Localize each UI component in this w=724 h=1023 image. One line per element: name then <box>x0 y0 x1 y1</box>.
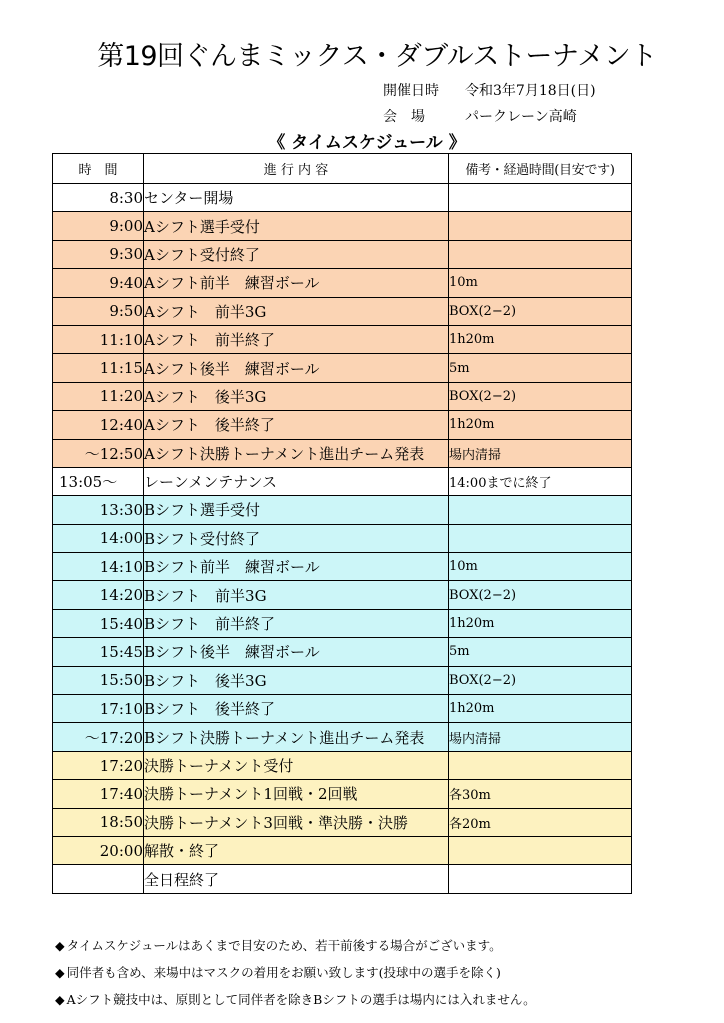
header-content: 進 行 内 容 <box>144 154 449 184</box>
content-cell: 決勝トーナメント受付 <box>144 751 449 779</box>
note-cell <box>449 184 632 212</box>
schedule-table <box>52 153 632 894</box>
table-row <box>53 240 632 268</box>
content-cell: 決勝トーナメント1回戦・2回戦 <box>144 780 449 808</box>
table-row <box>53 553 632 581</box>
table-row <box>53 212 632 240</box>
note-cell: BOX(2−2) <box>449 581 632 609</box>
table-row <box>53 467 632 495</box>
content-cell: Aシフト受付終了 <box>144 240 449 268</box>
note-cell: 場内清掃 <box>449 723 632 751</box>
header-note: 備考・経過時間(目安です) <box>449 154 632 184</box>
time-cell <box>53 865 144 893</box>
time-cell: 9:50 <box>53 297 144 325</box>
table-row <box>53 524 632 552</box>
footer-note-1 <box>55 936 502 954</box>
footer-note-3 <box>55 990 536 1008</box>
time-cell: 17:20 <box>53 751 144 779</box>
note-cell: 14:00までに終了 <box>449 467 632 495</box>
content-cell: Aシフト 前半3G <box>144 297 449 325</box>
table-row <box>53 609 632 637</box>
event-date <box>383 80 596 100</box>
note-cell: 10m <box>449 553 632 581</box>
content-cell: Bシフト決勝トーナメント進出チーム発表 <box>144 723 449 751</box>
note-cell: BOX(2−2) <box>449 666 632 694</box>
content-cell: 全日程終了 <box>144 865 449 893</box>
time-cell: 18:50 <box>53 808 144 836</box>
table-row <box>53 496 632 524</box>
note-cell <box>449 865 632 893</box>
note-cell: 5m <box>449 354 632 382</box>
note-cell: 10m <box>449 269 632 297</box>
time-cell: 9:00 <box>53 212 144 240</box>
time-cell: 15:40 <box>53 609 144 637</box>
diamond-bullet-icon: ◆ <box>55 938 65 953</box>
table-row <box>53 638 632 666</box>
time-cell: 9:40 <box>53 269 144 297</box>
time-cell: 13:05〜 <box>53 467 144 495</box>
note-cell: 1h20m <box>449 411 632 439</box>
table-header-row <box>53 154 632 184</box>
note-cell <box>449 240 632 268</box>
table-row <box>53 808 632 836</box>
time-cell: 15:50 <box>53 666 144 694</box>
table-row <box>53 411 632 439</box>
time-cell: 14:20 <box>53 581 144 609</box>
note-cell: 1h20m <box>449 325 632 353</box>
time-cell: 17:10 <box>53 695 144 723</box>
time-cell: 14:00 <box>53 524 144 552</box>
content-cell: Bシフト 後半3G <box>144 666 449 694</box>
content-cell: Aシフト後半 練習ボール <box>144 354 449 382</box>
schedule-subtitle: 《 タイムスケジュール 》 <box>268 133 466 153</box>
table-row <box>53 382 632 410</box>
time-cell: 〜17:20 <box>53 723 144 751</box>
content-cell: センター開場 <box>144 184 449 212</box>
time-cell: 14:10 <box>53 553 144 581</box>
note-cell <box>449 751 632 779</box>
content-cell: Aシフト 後半終了 <box>144 411 449 439</box>
note-cell: 5m <box>449 638 632 666</box>
note-cell <box>449 836 632 864</box>
table-row <box>53 723 632 751</box>
time-cell: 11:10 <box>53 325 144 353</box>
content-cell: Aシフト 後半3G <box>144 382 449 410</box>
note-cell <box>449 212 632 240</box>
time-cell: 11:15 <box>53 354 144 382</box>
time-cell: 20:00 <box>53 836 144 864</box>
content-cell: Bシフト 前半終了 <box>144 609 449 637</box>
content-cell: Aシフト 前半終了 <box>144 325 449 353</box>
content-cell: Aシフト前半 練習ボール <box>144 269 449 297</box>
time-cell: 12:40 <box>53 411 144 439</box>
content-cell: Bシフト後半 練習ボール <box>144 638 449 666</box>
content-cell: Bシフト受付終了 <box>144 524 449 552</box>
table-row <box>53 354 632 382</box>
content-cell: Bシフト 後半終了 <box>144 695 449 723</box>
note-cell: 1h20m <box>449 609 632 637</box>
content-cell: Bシフト選手受付 <box>144 496 449 524</box>
footer-note-text: タイムスケジュールはあくまで目安のため、若干前後する場合がございます。 <box>66 938 502 953</box>
table-row <box>53 865 632 893</box>
table-row <box>53 780 632 808</box>
event-venue-label: 会 場 <box>383 109 425 125</box>
content-cell: Bシフト前半 練習ボール <box>144 553 449 581</box>
table-row <box>53 581 632 609</box>
header-time: 時 間 <box>53 154 144 184</box>
note-cell: 1h20m <box>449 695 632 723</box>
content-cell: Bシフト 前半3G <box>144 581 449 609</box>
note-cell: 各20m <box>449 808 632 836</box>
table-row <box>53 439 632 467</box>
diamond-bullet-icon: ◆ <box>55 992 65 1007</box>
event-venue-value: パークレーン高崎 <box>465 109 577 125</box>
note-cell: BOX(2−2) <box>449 297 632 325</box>
time-cell: 11:20 <box>53 382 144 410</box>
time-cell: 〜12:50 <box>53 439 144 467</box>
time-cell: 15:45 <box>53 638 144 666</box>
table-row <box>53 836 632 864</box>
time-cell: 13:30 <box>53 496 144 524</box>
footer-note-text: Aシフト競技中は、原則として同伴者を除きBシフトの選手は場内には入れません。 <box>66 992 536 1007</box>
event-venue <box>383 106 577 126</box>
note-cell: 場内清掃 <box>449 439 632 467</box>
footer-note-2 <box>55 963 501 981</box>
content-cell: 解散・終了 <box>144 836 449 864</box>
event-date-value: 令和3年7月18日(日) <box>465 83 596 99</box>
table-row <box>53 184 632 212</box>
schedule-body <box>53 184 632 894</box>
note-cell <box>449 524 632 552</box>
table-row <box>53 751 632 779</box>
content-cell: レーンメンテナンス <box>144 467 449 495</box>
note-cell <box>449 496 632 524</box>
table-row <box>53 666 632 694</box>
content-cell: 決勝トーナメント3回戦・準決勝・決勝 <box>144 808 449 836</box>
time-cell: 8:30 <box>53 184 144 212</box>
table-row <box>53 297 632 325</box>
content-cell: Aシフト選手受付 <box>144 212 449 240</box>
event-date-label: 開催日時 <box>383 83 439 99</box>
table-row <box>53 269 632 297</box>
time-cell: 17:40 <box>53 780 144 808</box>
diamond-bullet-icon: ◆ <box>55 965 65 980</box>
footer-note-text: 同伴者も含め、来場中はマスクの着用をお願い致します(投球中の選手を除く) <box>66 965 501 980</box>
table-row <box>53 695 632 723</box>
note-cell: BOX(2−2) <box>449 382 632 410</box>
time-cell: 9:30 <box>53 240 144 268</box>
note-cell: 各30m <box>449 780 632 808</box>
table-row <box>53 325 632 353</box>
page-title: 第19回ぐんまミックス・ダブルストーナメント <box>97 41 657 72</box>
content-cell: Aシフト決勝トーナメント進出チーム発表 <box>144 439 449 467</box>
